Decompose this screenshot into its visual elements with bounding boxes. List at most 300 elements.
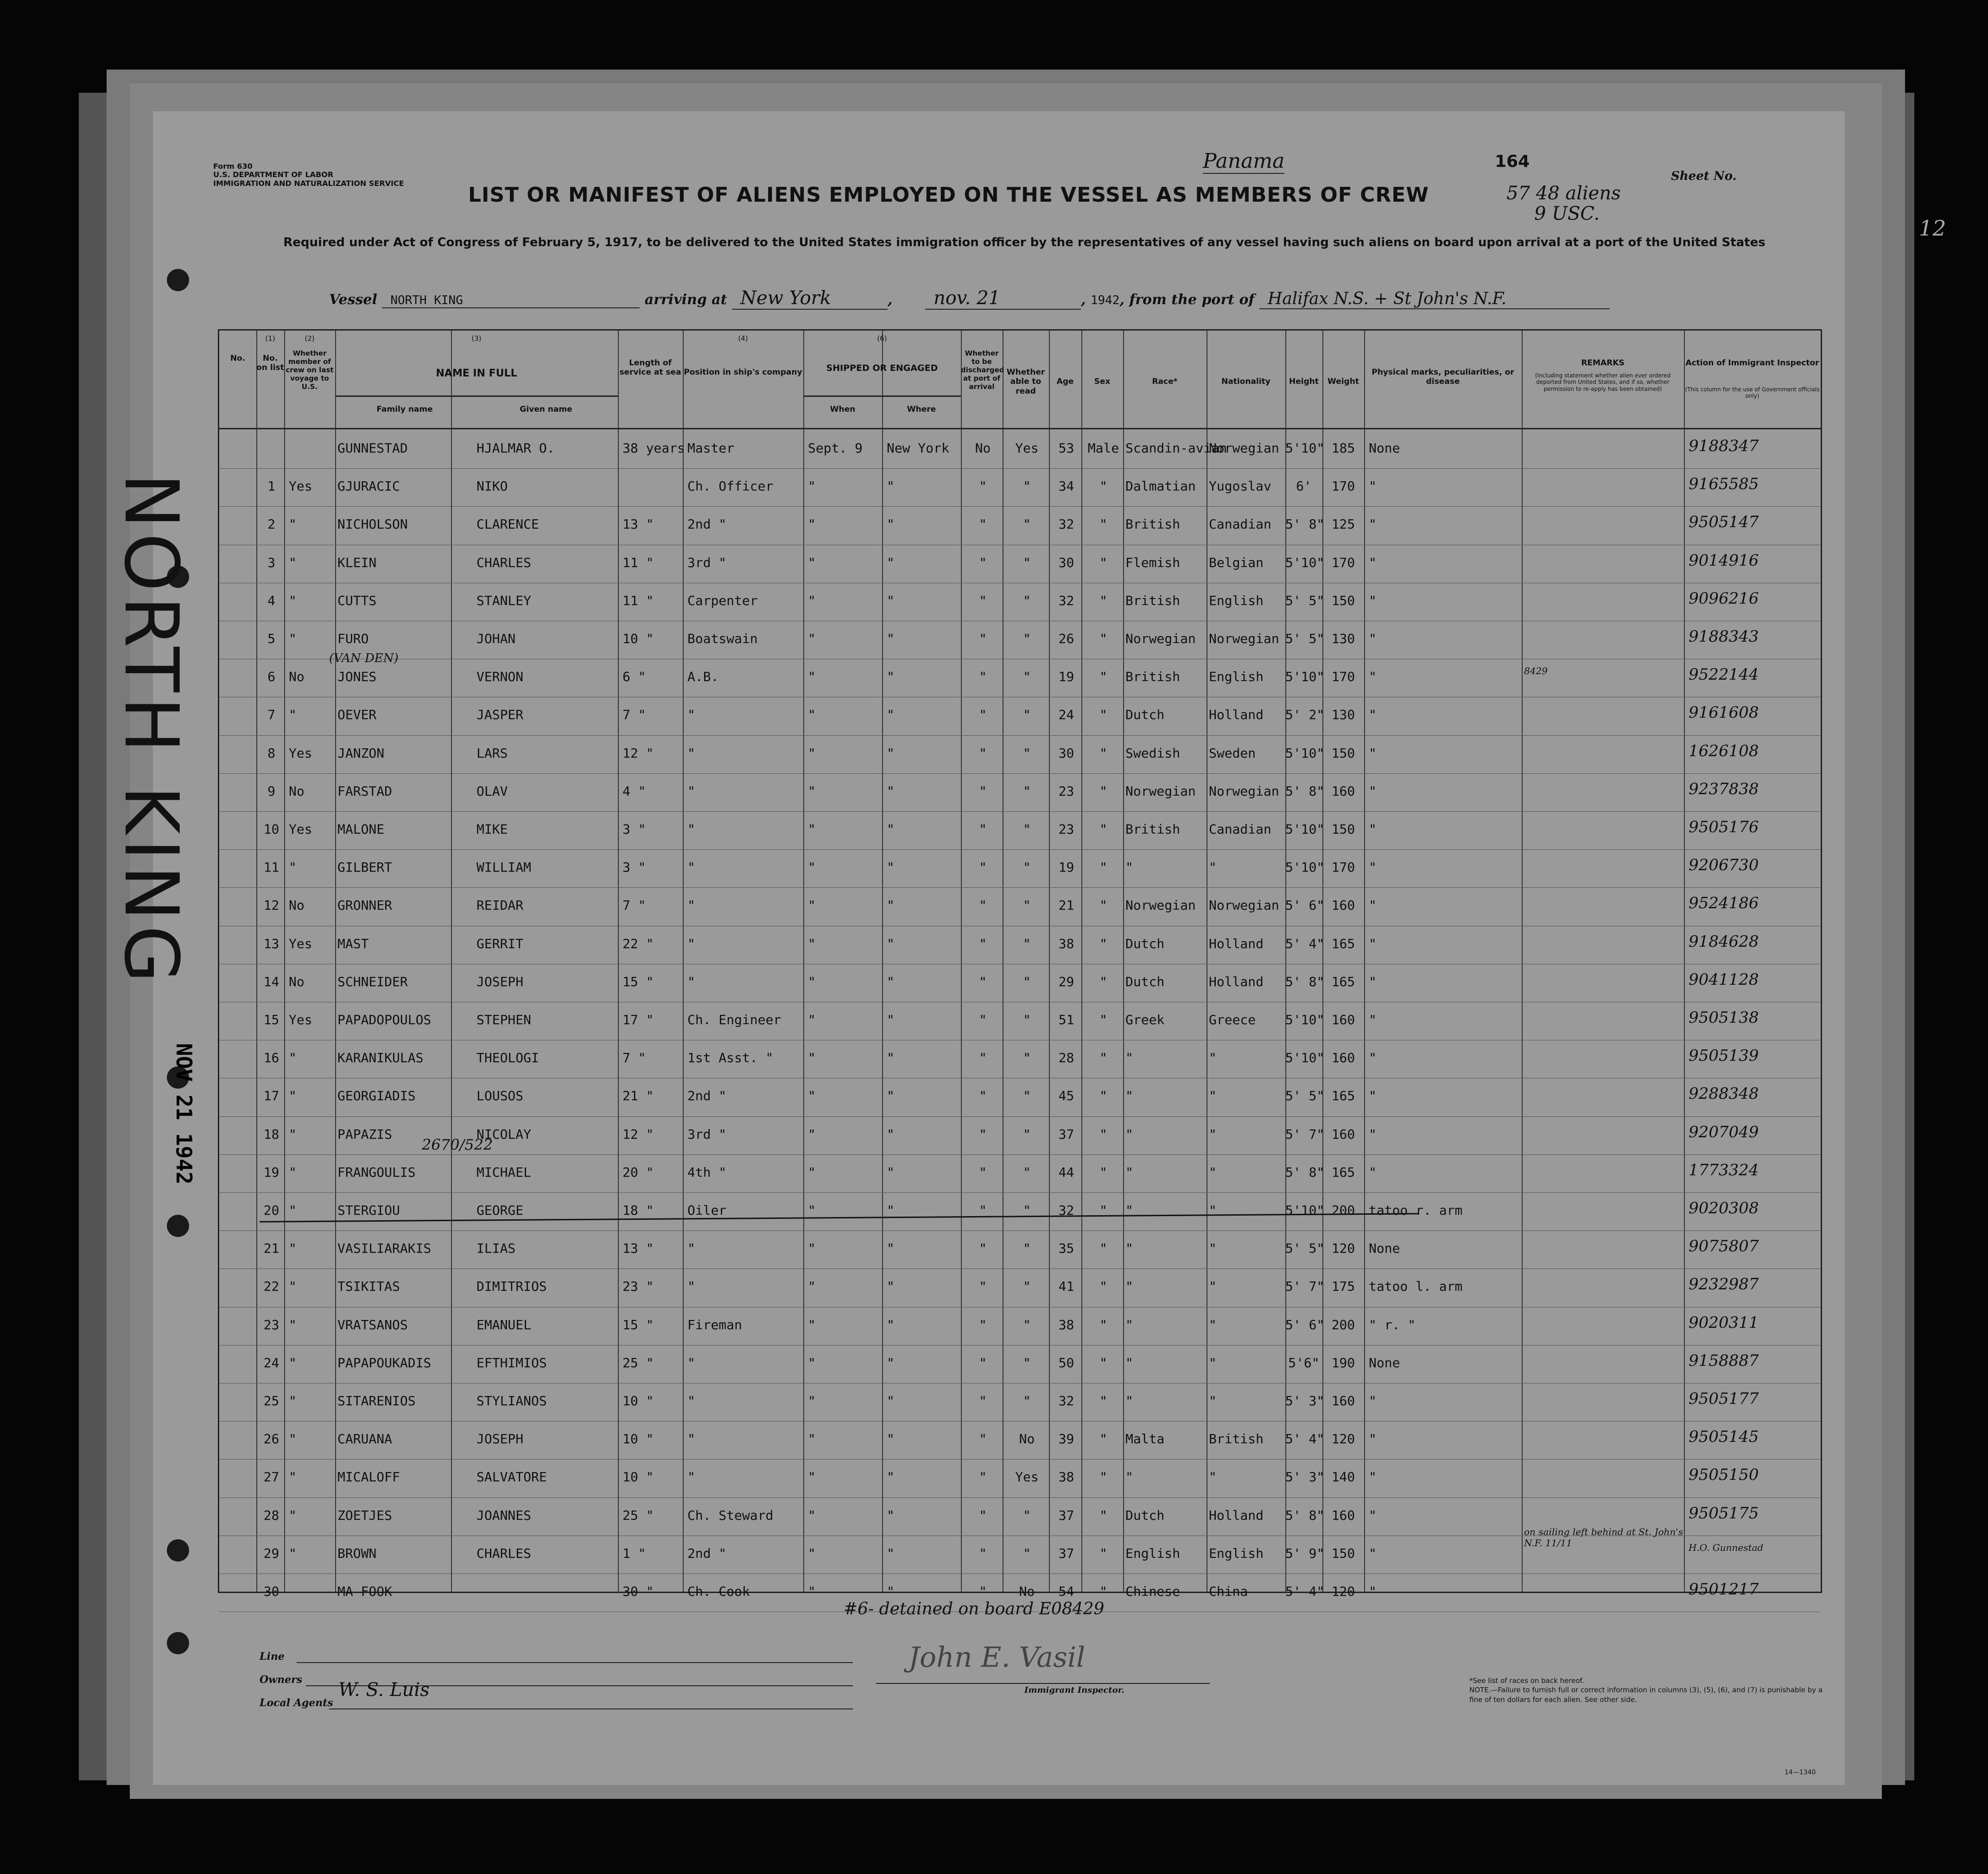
row-family-name: KARANIKULAS [337,1050,424,1066]
table-row [219,887,1821,925]
row-discharged: " [979,669,987,685]
col-where: Where [907,405,936,414]
row-discharged: " [979,516,987,532]
row-age: 32 [1058,1393,1074,1409]
row-height: 5' 6" [1285,1317,1325,1332]
row-nationality: " [1209,1241,1217,1256]
vessel-label: Vessel [329,292,377,308]
row-no: 5 [267,631,275,646]
row-no: 16 [263,1050,279,1066]
column-number: (3) [471,334,482,343]
row-race: " [1125,1317,1133,1332]
row-action: 9501217 [1689,1580,1759,1599]
row-discharged: " [979,822,987,837]
row-age: 23 [1058,822,1074,837]
col-race: Race* [1152,377,1178,386]
row-length: 22 " [622,936,654,951]
row-where: " [887,1584,895,1599]
row-position: Ch. Officer [687,478,774,494]
row-weight: 165 [1331,974,1355,989]
row-discharged: " [979,898,987,913]
row-race: Chinese [1125,1584,1181,1599]
row-action: 9505177 [1689,1390,1759,1408]
table-row [219,1268,1821,1307]
row-read: " [1023,516,1031,532]
row-height: 5' 2" [1285,707,1325,723]
row-where: " [887,1241,895,1256]
row-position: 3rd " [687,1126,727,1142]
row-race: Greek [1125,1012,1165,1027]
row-race: " [1125,1241,1133,1256]
row-member: Yes [289,745,312,761]
row-length: 10 " [622,1393,654,1409]
row-discharged: " [979,555,987,570]
row-when: " [808,1507,816,1523]
row-physical: " [1369,745,1377,761]
row-member: No [289,898,305,913]
row-physical: " [1369,1469,1377,1485]
row-where: " [887,631,895,646]
col-height: Height [1289,377,1319,386]
row-member: " [289,631,297,646]
row-discharged: " [979,631,987,646]
row-weight: 185 [1331,440,1355,456]
row-discharged: No [975,440,991,456]
row-nationality: English [1209,669,1264,685]
row-given-name: HJALMAR O. [476,440,555,456]
row-age: 51 [1058,1012,1074,1027]
row-height: 5' 8" [1285,1164,1325,1180]
row-physical: None [1369,1355,1400,1370]
row-given-name: OLAV [476,783,508,799]
row-member: Yes [289,936,312,951]
row-read: " [1023,1012,1031,1027]
row-family-name: GRONNER [337,898,393,913]
row-given-name: STYLIANOS [476,1393,547,1409]
table-row [219,1002,1821,1040]
row-position: Boatswain [687,631,758,646]
row-height: 5' 7" [1285,1279,1325,1294]
row-race: Norwegian [1125,898,1196,913]
row-height: 5' 5" [1285,593,1325,608]
row-sex: " [1099,1355,1107,1370]
row-physical: " [1369,669,1377,685]
row-position: Oiler [687,1203,727,1218]
row-position: 3rd " [687,555,727,570]
row-family-name: CARUANA [337,1431,393,1447]
table-row [219,1230,1821,1268]
row-height: 5' 4" [1285,1431,1325,1447]
row-member: " [289,516,297,532]
row-discharged: " [979,707,987,723]
row-nationality: Norwegian [1209,440,1279,456]
row-no: 30 [263,1584,279,1599]
page-title: LIST OR MANIFEST OF ALIENS EMPLOYED ON THE VESSEL AS MEMBERS OF CREW [468,183,1429,207]
subtitle: Required under Act of Congress of February 5, 1917, to be delivered to the United States immigration officer by the representatives of any vessel having such aliens on board upon arrival at a port of the United States [283,236,1766,249]
row-member: " [289,1164,297,1180]
row-age: 38 [1058,936,1074,951]
table-row [219,1078,1821,1116]
row-when: " [808,1584,816,1599]
row-sex: " [1099,936,1107,951]
row-length: 10 " [622,1431,654,1447]
row-sex: " [1099,1393,1107,1409]
row-length: 20 " [622,1164,654,1180]
row-when: " [808,1012,816,1027]
row-when: Sept. 9 [808,440,863,456]
row-height: 5'10" [1285,440,1325,456]
row-family-name: JANZON [337,745,385,761]
row-nationality: Holland [1209,1507,1264,1523]
row-where: " [887,974,895,989]
row-nationality: Belgian [1209,555,1264,570]
row-nationality: " [1209,1050,1217,1066]
punch-hole-icon [167,1632,189,1654]
row-weight: 170 [1331,860,1355,875]
row-length: 25 " [622,1355,654,1370]
row-when: " [808,1545,816,1561]
row-action: 9188347 [1689,437,1759,455]
row-when: " [808,1126,816,1142]
row-physical: " [1369,1431,1377,1447]
line-field [297,1662,853,1663]
row-weight: 190 [1331,1355,1355,1370]
page-number: 164 [1495,152,1530,171]
table-row [219,621,1821,659]
row-length: 30 " [622,1584,654,1599]
row-when: " [808,707,816,723]
row-read: No [1019,1584,1035,1599]
row-length: 13 " [622,1241,654,1256]
row-read: " [1023,974,1031,989]
row-action: 9505139 [1689,1046,1759,1065]
row-nationality: Norwegian [1209,783,1279,799]
frangoulis-note: 2670/522 [422,1136,493,1154]
row-given-name: CHARLES [476,1545,532,1561]
col-action-sub: (This column for the use of Government officials only) [1685,386,1820,400]
table-row [219,506,1821,544]
row-given-name: CLARENCE [476,516,539,532]
inspector-label: Immigrant Inspector. [1024,1685,1124,1695]
row-nationality: " [1209,1317,1217,1332]
row-no: 6 [267,669,275,685]
fine-note: NOTE.—Failure to furnish full or correct information in columns (3), (5), (6), and (7) is punishable by a fine of ten dollars for each alien. See other side. [1469,1686,1823,1704]
inspector-signature: John E. Vasil [908,1641,1086,1674]
row-age: 23 [1058,783,1074,799]
row-weight: 160 [1331,1393,1355,1409]
row-sex: " [1099,974,1107,989]
row-no: 19 [263,1164,279,1180]
row-height: 5' 8" [1285,1507,1325,1523]
row-when: " [808,1469,816,1485]
row-weight: 160 [1331,1507,1355,1523]
row-race: English [1125,1545,1181,1561]
row-discharged: " [979,1050,987,1066]
row-age: 26 [1058,631,1074,646]
row-family-name: MALONE [337,822,385,837]
row-weight: 165 [1331,1088,1355,1104]
row-age: 45 [1058,1088,1074,1104]
row-nationality: " [1209,1279,1217,1294]
row-given-name: JOSEPH [476,1431,524,1447]
row-family-name: PAPAPOUKADIS [337,1355,432,1370]
col-no-on-list: No. on list [256,354,284,373]
row-given-name: EFTHIMIOS [476,1355,547,1370]
col-nationality: Nationality [1221,377,1270,386]
row-given-name: JOANNES [476,1507,532,1523]
row-action: 9505175 [1689,1504,1759,1523]
row-length: 6 " [622,669,646,685]
row-member: " [289,1317,297,1332]
row-length: 15 " [622,974,654,989]
row-age: 34 [1058,478,1074,494]
row-position: 1st Asst. " [687,1050,774,1066]
row-nationality: " [1209,1203,1217,1218]
row-discharged: " [979,1355,987,1370]
row-length: 3 " [622,822,646,837]
row-where: " [887,1545,895,1561]
row-physical: tatoo r. arm [1369,1203,1463,1218]
row-family-name: GEORGIADIS [337,1088,416,1104]
row-discharged: " [979,1469,987,1485]
row-where: " [887,1279,895,1294]
row-read: " [1023,1507,1031,1523]
row-discharged: " [979,1584,987,1599]
row-family-name: PAPADOPOULOS [337,1012,432,1027]
row-action: 9288348 [1689,1084,1759,1103]
row-length: 10 " [622,1469,654,1485]
col-physical: Physical marks, peculiarities, or disease [1372,368,1514,387]
row-action: 9020311 [1689,1313,1759,1332]
table-row [219,583,1821,621]
row-discharged: " [979,1393,987,1409]
row-discharged: " [979,745,987,761]
row-sex: " [1099,1126,1107,1142]
row-physical: " [1369,1393,1377,1409]
row-length: 23 " [622,1279,654,1294]
row-family-name: SITARENIOS [337,1393,416,1409]
row-position: " [687,745,695,761]
row-weight: 200 [1331,1203,1355,1218]
col-length-service: Length of service at sea [619,358,681,377]
row-member: " [289,1393,297,1409]
row-family-name: MAST [337,936,369,951]
row-age: 38 [1058,1317,1074,1332]
row-no: 15 [263,1012,279,1027]
row-given-name: STEPHEN [476,1012,532,1027]
row-physical: " [1369,974,1377,989]
row-age: 38 [1058,1469,1074,1485]
row-sex: " [1099,707,1107,723]
table-row [219,1526,1821,1574]
column-number: (4) [738,334,748,343]
table-row [219,1421,1821,1459]
row-sex: " [1099,1241,1107,1256]
crew-table [218,329,1822,1599]
row-read: No [1019,1431,1035,1447]
row-age: 24 [1058,707,1074,723]
row-race: Dutch [1125,707,1165,723]
row-member: " [289,1203,297,1218]
row-member: " [289,1469,297,1485]
row-physical: " [1369,1584,1377,1599]
row-given-name: WILLIAM [476,860,532,875]
col-discharged: Whether to be discharged at port of arrival [961,349,1004,391]
row-read: Yes [1015,1469,1039,1485]
row-read: " [1023,1545,1031,1561]
row-given-name: REIDAR [476,898,524,913]
side-date-stamp: NOV 21 1942 [171,1043,197,1185]
row-height: 5'6" [1288,1355,1320,1370]
row-weight: 150 [1331,593,1355,608]
col-name-in-full: NAME IN FULL [436,368,517,379]
row-when: " [808,593,816,608]
row-weight: 170 [1331,669,1355,685]
row-given-name: LARS [476,745,508,761]
row-length: 3 " [622,860,646,875]
table-row [219,468,1821,506]
row-race: " [1125,1393,1133,1409]
row-action: 9161608 [1689,703,1759,722]
row-sex: " [1099,822,1107,837]
row-member: No [289,974,305,989]
row-action: 9165585 [1689,475,1759,494]
row-length: 10 " [622,631,654,646]
row-remarks: 8429 [1524,665,1548,677]
row-discharged: " [979,1279,987,1294]
row-weight: 160 [1331,898,1355,913]
column-number: (1) [265,334,275,343]
row-when: " [808,898,816,913]
row-height: 5' 7" [1285,1126,1325,1142]
row-action: 9505147 [1689,513,1759,532]
row-height: 5' 9" [1285,1545,1325,1561]
row-read: " [1023,669,1031,685]
row-no: 9 [267,783,275,799]
row-age: 30 [1058,555,1074,570]
department: U.S. DEPARTMENT OF LABOR [213,170,334,179]
row-race: British [1125,516,1181,532]
row-family-name: BROWN [337,1545,377,1561]
row-nationality: British [1209,1431,1264,1447]
col-remarks: REMARKS [1581,358,1625,368]
row-position: " [687,936,695,951]
row-physical: " [1369,707,1377,723]
row-read: " [1023,745,1031,761]
row-height: 5'10" [1285,860,1325,875]
row-race: Norwegian [1125,631,1196,646]
col-family-name: Family name [376,405,433,414]
row-no: 21 [263,1241,279,1256]
detained-note: #6- detained on board E08429 [844,1600,1105,1619]
table-row [219,659,1821,697]
row-discharged: " [979,1088,987,1104]
row-no: 22 [263,1279,279,1294]
row-race: Dutch [1125,974,1165,989]
row-given-name: NICOLAY [476,1126,532,1142]
table-row [219,926,1821,964]
row-when: " [808,516,816,532]
col-age: Age [1056,377,1074,386]
row-sex: " [1099,1584,1107,1599]
row-position: Ch. Cook [687,1584,750,1599]
row-nationality: " [1209,1126,1217,1142]
row-given-name: CHARLES [476,555,532,570]
row-sex: " [1099,478,1107,494]
row-action: 9522144 [1689,665,1759,684]
row-where: " [887,1164,895,1180]
row-physical: " [1369,936,1377,951]
row-length: 1 " [622,1545,646,1561]
row-where: " [887,745,895,761]
row-action: 9188343 [1689,627,1759,646]
col-position: Position in ship's company [684,368,802,377]
row-action: 9041128 [1689,970,1759,989]
row-nationality: Holland [1209,707,1264,723]
row-sex: " [1099,1469,1107,1485]
punch-hole-icon [167,1539,189,1562]
row-action: 9237838 [1689,779,1759,798]
row-weight: 170 [1331,478,1355,494]
from-label: from the port of [1129,292,1255,308]
row-where: " [887,478,895,494]
row-where: " [887,1317,895,1332]
row-discharged: " [979,1126,987,1142]
row-age: 21 [1058,898,1074,913]
row-height: 5' 4" [1285,936,1325,951]
table-row [219,1307,1821,1345]
row-no: 25 [263,1393,279,1409]
row-sex: " [1099,783,1107,799]
row-action: 9096216 [1689,589,1759,608]
row-age: 32 [1058,593,1074,608]
row-where: " [887,707,895,723]
row-no: 20 [263,1203,279,1218]
row-race: British [1125,593,1181,608]
row-position: " [687,860,695,875]
row-nationality: Holland [1209,974,1264,989]
row-physical: " r. " [1369,1317,1416,1332]
row-read: " [1023,1126,1031,1142]
row-weight: 125 [1331,516,1355,532]
row-given-name: MICHAEL [476,1164,532,1180]
row-position: " [687,1355,695,1370]
row-weight: 160 [1331,1012,1355,1027]
row-remarks: on sailing left behind at St. John's N.F. 11/11 [1524,1526,1683,1549]
crew-usc: 9 USC. [1534,203,1600,224]
row-given-name: GEORGE [476,1203,524,1218]
col-sex: Sex [1094,377,1111,386]
row-age: 37 [1058,1507,1074,1523]
row-age: 53 [1058,440,1074,456]
row-age: 19 [1058,669,1074,685]
row-when: " [808,745,816,761]
row-weight: 130 [1331,631,1355,646]
row-no: 1 [267,478,275,494]
row-physical: " [1369,593,1377,608]
service: IMMIGRATION AND NATURALIZATION SERVICE [213,178,404,188]
row-position: " [687,1469,695,1485]
row-where: " [887,898,895,913]
row-height: 5'10" [1285,1203,1325,1218]
table-row [219,964,1821,1002]
row-sex: " [1099,1050,1107,1066]
row-where: " [887,783,895,799]
row-where: New York [887,440,949,456]
row-family-name: STERGIOU [337,1203,400,1218]
row-physical: tatoo l. arm [1369,1279,1463,1294]
row-read: " [1023,822,1031,837]
